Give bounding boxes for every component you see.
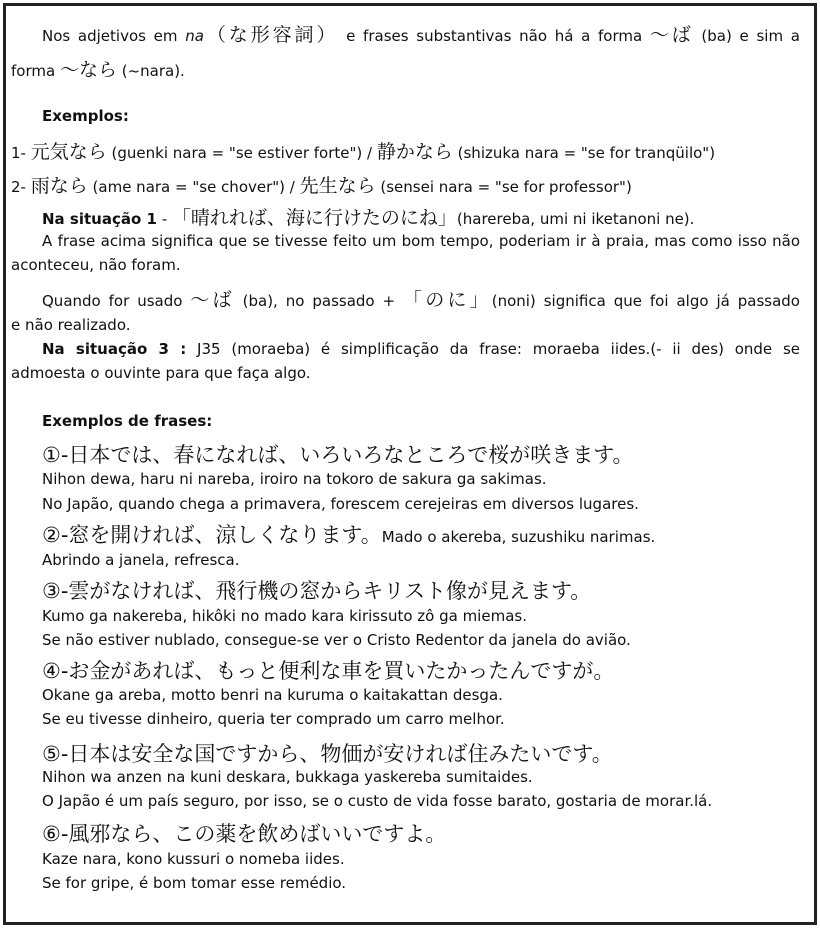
sentence-1-pt: No Japão, quando chega a primavera, forescem cerejeiras em diversos lugares.	[42, 495, 639, 513]
sentence-2-line: ②-窓を開ければ、涼しくなります。Mado o akereba, suzushiku narimas.	[42, 523, 656, 547]
sentence-5-pt: O Japão é um país seguro, por isso, se o custo de vida fosse barato, gostaria de morar.lá.	[42, 792, 713, 810]
usage-line-1: Quando for usado ～ば (ba), no passado + 「のに」(noni) significa que foi algo já passado	[42, 289, 800, 311]
example-2: 2- 雨なら (ame nara = "se chover") / 先生なら (sensei nara = "se for professor")	[11, 175, 632, 197]
sentence-4-jp: ④-お金があれば、もっと便利な車を買いたかったんですが。	[42, 659, 615, 683]
sentence-3-romaji: Kumo ga nakereba, hikôki no mado kara kirissuto zô ga miemas.	[42, 607, 527, 625]
sentence-6-romaji: Kaze nara, kono kussuri o nomeba iides.	[42, 850, 345, 868]
sentence-5-jp: ⑤-日本は安全な国ですから、物価が安ければ住みたいです。	[42, 742, 613, 766]
sentence-3-pt: Se não estiver nublado, consegue-se ver o Cristo Redentor da janela do avião.	[42, 631, 631, 649]
sentence-6-pt: Se for gripe, é bom tomar esse remédio.	[42, 874, 347, 892]
situation-3-line-1: Na situação 3 : J35 (moraeba) é simplificação da frase: moraeba iides.(- ii des) onde se	[42, 340, 801, 358]
sentence-1-jp: ①-日本では、春になれば、いろいろなところで桜が咲きます。	[42, 443, 634, 467]
sentence-2-pt: Abrindo a janela, refresca.	[42, 551, 240, 569]
sentence-6-jp: ⑥-風邪なら、この薬を飲めばいいですよ。	[42, 822, 447, 846]
example-1: 1- 元気なら (guenki nara = "se estiver forte") / 静かなら (shizuka nara = "se for tranqüilo")	[11, 141, 716, 163]
sentence-4-romaji: Okane ga areba, motto benri na kuruma o kaitakattan desga.	[42, 686, 503, 704]
intro-line-2: forma ～なら (~nara).	[11, 59, 185, 81]
situation-1-expl-2: aconteceu, não foram.	[11, 256, 181, 274]
usage-line-2: e não realizado.	[11, 316, 131, 334]
sentence-3-jp: ③-雲がなければ、飛行機の窓からキリスト像が見えます。	[42, 579, 592, 603]
sentences-heading: Exemplos de frases:	[42, 412, 213, 430]
examples-heading: Exemplos:	[42, 107, 129, 125]
sentence-4-pt: Se eu tivesse dinheiro, queria ter comprado um carro melhor.	[42, 710, 505, 728]
sentence-1-romaji: Nihon dewa, haru ni nareba, iroiro na tokoro de sakura ga sakimas.	[42, 470, 547, 488]
situation-3-line-2: admoesta o ouvinte para que faça algo.	[11, 364, 311, 382]
situation-1-line: Na situação 1 - 「晴れれば、海に行けたのにね」(harereba, umi ni iketanoni ne).	[42, 207, 695, 229]
intro-line-1: Nos adjetivos em na（な形容詞） e frases substantivas não há a forma ～ば (ba) e sim a	[42, 24, 800, 46]
sentence-5-romaji: Nihon wa anzen na kuni deskara, bukkaga yaskereba sumitaides.	[42, 768, 533, 786]
situation-1-expl-1: A frase acima significa que se tivesse feito um bom tempo, poderiam ir à praia, mas como isso não	[42, 232, 800, 250]
